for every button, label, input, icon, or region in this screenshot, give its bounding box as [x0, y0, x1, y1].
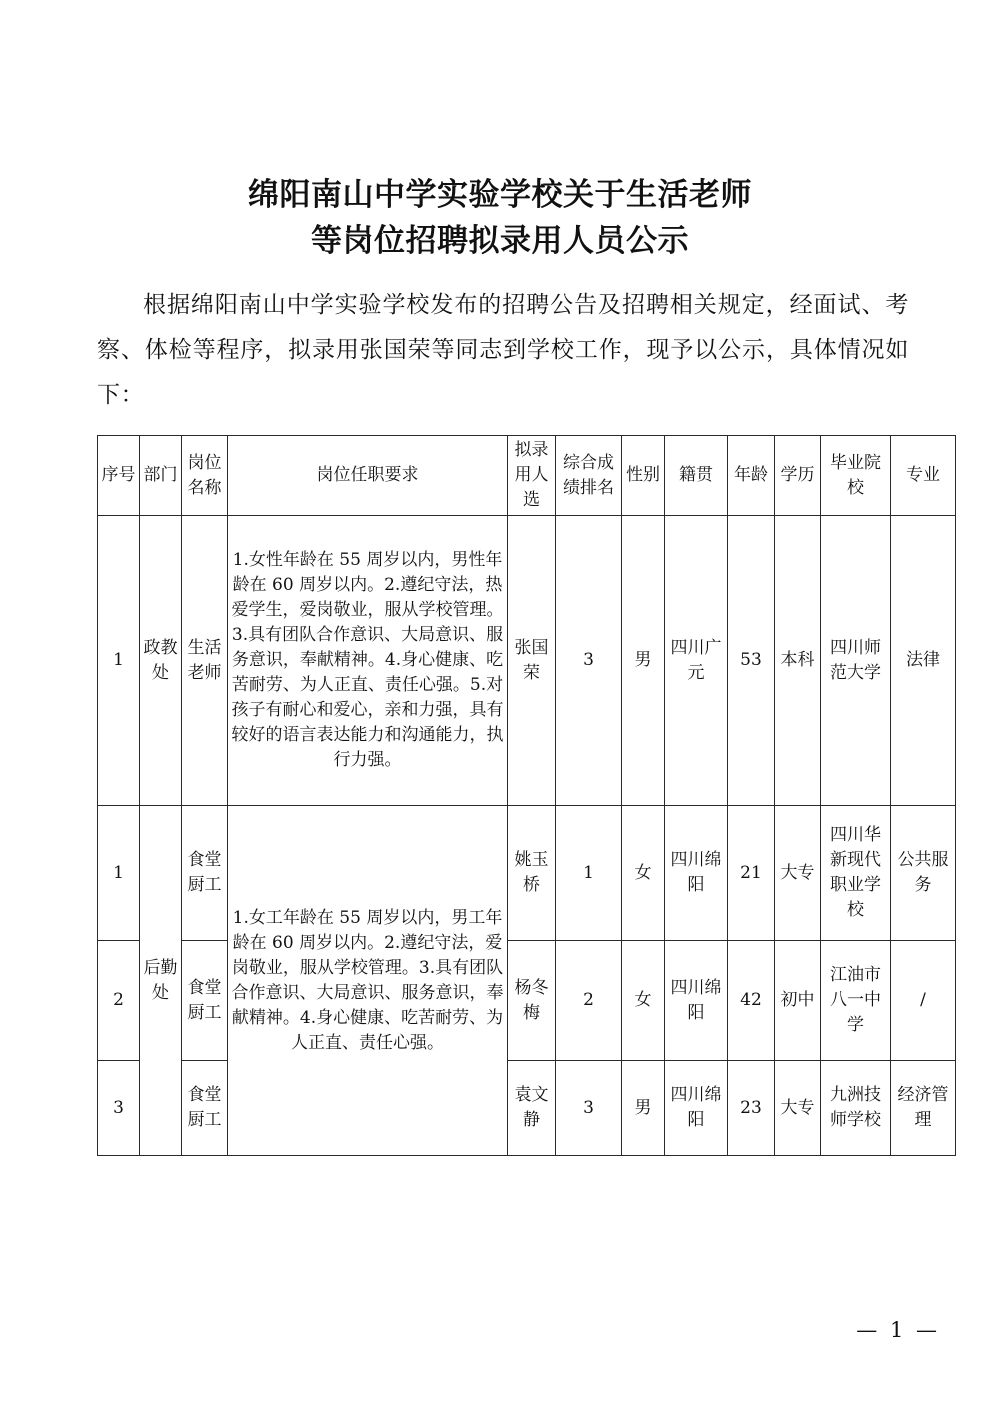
column-header-seq: 序号 [98, 436, 140, 516]
cell-native-place: 四川广元 [665, 516, 728, 806]
cell-department: 后勤处 [140, 806, 182, 1156]
candidates-table-wrapper [97, 435, 949, 1156]
page-title-line-1: 绵阳南山中学实验学校关于生活老师 [248, 177, 752, 213]
cell-score-rank: 3 [556, 1061, 622, 1156]
cell-native-place: 四川绵阳 [665, 941, 728, 1061]
cell-seq: 2 [98, 941, 140, 1061]
cell-candidate: 袁文静 [508, 1061, 556, 1156]
column-header-school: 毕业院校 [821, 436, 891, 516]
column-header-major: 专业 [891, 436, 956, 516]
cell-education: 大专 [775, 1061, 821, 1156]
table-row [98, 1061, 956, 1156]
cell-score-rank: 3 [556, 516, 622, 806]
cell-age: 23 [728, 1061, 775, 1156]
cell-seq: 1 [98, 806, 140, 941]
page-title [0, 172, 1000, 264]
column-header-education: 学历 [775, 436, 821, 516]
column-header-gender: 性别 [622, 436, 665, 516]
cell-major: 公共服务 [891, 806, 956, 941]
cell-position-name: 食堂厨工 [182, 941, 228, 1061]
column-header-native-place: 籍贯 [665, 436, 728, 516]
cell-gender: 女 [622, 806, 665, 941]
cell-school: 江油市八一中学 [821, 941, 891, 1061]
body-paragraph: 根据绵阳南山中学实验学校发布的招聘公告及招聘相关规定，经面试、考察、体检等程序，拟录用张国荣等同志到学校工作，现予以公示，具体情况如下： [97, 292, 909, 408]
cell-education: 大专 [775, 806, 821, 941]
cell-native-place: 四川绵阳 [665, 1061, 728, 1156]
cell-requirements: 1.女性年龄在 55 周岁以内，男性年龄在 60 周岁以内。2.遵纪守法，热爱学生，爱岗敬业，服从学校管理。3.具有团队合作意识、大局意识、服务意识，奉献精神。4.身心健康、吃苦耐劳、为人正直、责任心强。5.对孩子有耐心和爱心，亲和力强，具有较好的语言表达能力和沟通能力，执行力强。 [228, 516, 508, 806]
table-row [98, 806, 956, 941]
column-header-department: 部门 [140, 436, 182, 516]
cell-education: 本科 [775, 516, 821, 806]
cell-score-rank: 2 [556, 941, 622, 1061]
cell-age: 42 [728, 941, 775, 1061]
candidates-table [97, 435, 956, 1156]
cell-school: 四川华新现代职业学校 [821, 806, 891, 941]
column-header-score-rank: 综合成绩排名 [556, 436, 622, 516]
cell-school: 九洲技师学校 [821, 1061, 891, 1156]
cell-age: 53 [728, 516, 775, 806]
cell-major: 法律 [891, 516, 956, 806]
cell-native-place: 四川绵阳 [665, 806, 728, 941]
cell-gender: 男 [622, 516, 665, 806]
cell-school: 四川师范大学 [821, 516, 891, 806]
column-header-requirements: 岗位任职要求 [228, 436, 508, 516]
table-header-row [98, 436, 956, 516]
cell-seq: 1 [98, 516, 140, 806]
cell-candidate: 张国荣 [508, 516, 556, 806]
cell-major: / [891, 941, 956, 1061]
cell-position-name: 食堂厨工 [182, 806, 228, 941]
column-header-candidate: 拟录用人选 [508, 436, 556, 516]
cell-age: 21 [728, 806, 775, 941]
table-row [98, 516, 956, 806]
cell-gender: 女 [622, 941, 665, 1061]
cell-seq: 3 [98, 1061, 140, 1156]
cell-requirements: 1.女工年龄在 55 周岁以内，男工年龄在 60 周岁以内。2.遵纪守法，爱岗敬业，服从学校管理。3.具有团队合作意识、大局意识、服务意识，奉献精神。4.身心健康、吃苦耐劳、为人正直、责任心强。 [228, 806, 508, 1156]
table-row [98, 941, 956, 1061]
cell-candidate: 杨冬梅 [508, 941, 556, 1061]
cell-position-name: 食堂厨工 [182, 1061, 228, 1156]
cell-score-rank: 1 [556, 806, 622, 941]
cell-department: 政教处 [140, 516, 182, 806]
page-title-line-2: 等岗位招聘拟录用人员公示 [311, 223, 689, 259]
cell-position-name: 生活老师 [182, 516, 228, 806]
column-header-position-name: 岗位名称 [182, 436, 228, 516]
page-number: — 1 — [856, 1318, 940, 1342]
column-header-age: 年龄 [728, 436, 775, 516]
cell-gender: 男 [622, 1061, 665, 1156]
cell-education: 初中 [775, 941, 821, 1061]
cell-major: 经济管理 [891, 1061, 956, 1156]
cell-candidate: 姚玉桥 [508, 806, 556, 941]
